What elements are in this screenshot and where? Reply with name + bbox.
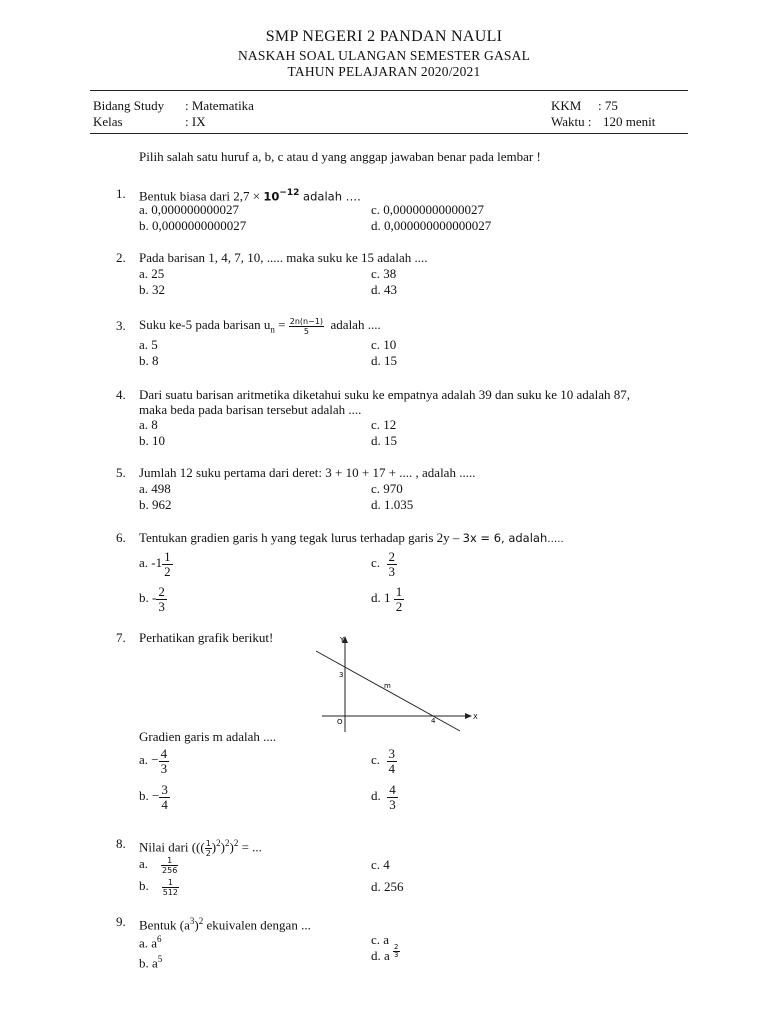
q6-option-c-label: c. bbox=[371, 555, 381, 570]
q7-option-b[interactable] bbox=[139, 780, 170, 812]
subject-value: : Matematika bbox=[185, 98, 254, 113]
q6-option-b[interactable] bbox=[139, 582, 167, 614]
q6-option-b-label: b. - bbox=[139, 590, 157, 605]
subject-label: Bidang Study bbox=[93, 98, 165, 113]
q7-option-d-frac bbox=[387, 783, 398, 812]
academic-year: TAHUN PELAJARAN 2020/2021 bbox=[287, 64, 481, 79]
q8-option-a-label: a. bbox=[139, 856, 149, 871]
q6-text bbox=[139, 530, 564, 547]
exam-title: NASKAH SOAL ULANGAN SEMESTER GASAL bbox=[237, 48, 531, 63]
q8-option-b[interactable] bbox=[139, 875, 179, 897]
q7-option-b-num: 3 bbox=[161, 781, 168, 797]
q8-option-b-den: 512 bbox=[162, 887, 179, 897]
q8-number: 8. bbox=[116, 836, 126, 851]
q7-option-d-label: d. bbox=[371, 788, 381, 803]
q4-option-b[interactable]: b. 10 bbox=[139, 433, 165, 448]
q2-option-d[interactable]: d. 43 bbox=[371, 282, 397, 297]
q6-option-a-num: 1 bbox=[164, 548, 171, 564]
q9-option-d-num: 2 bbox=[394, 943, 399, 951]
q9-option-a-exp: 6 bbox=[157, 934, 162, 944]
q2-option-c[interactable]: c. 38 bbox=[371, 266, 397, 281]
q3-formula bbox=[289, 317, 324, 336]
q6-option-c[interactable] bbox=[371, 547, 397, 579]
q1-text-b: adalah …. bbox=[299, 189, 361, 204]
q6-option-d-label: d. 1 bbox=[371, 590, 391, 605]
q8-option-c[interactable]: c. 4 bbox=[371, 857, 390, 872]
q9-option-a-label: a. a bbox=[139, 935, 158, 951]
graph-y-label: Y bbox=[340, 636, 345, 644]
q3-formula-den: 5 bbox=[303, 326, 309, 336]
q9-option-d-den: 3 bbox=[394, 951, 399, 959]
q9-option-d[interactable] bbox=[371, 944, 400, 968]
q1-text-a: Bentuk biasa dari 2,7 × bbox=[139, 188, 264, 204]
graph-x-intercept: 4 bbox=[431, 717, 436, 725]
q3-text-a: Suku ke-5 pada barisan u bbox=[139, 317, 271, 332]
q3-option-c[interactable]: c. 10 bbox=[371, 337, 397, 352]
q3-equals: = bbox=[274, 317, 286, 332]
q7-option-a-frac bbox=[159, 747, 170, 776]
q7-option-d-num: 4 bbox=[389, 781, 396, 797]
q8-exp-1: 2 bbox=[216, 838, 221, 848]
q9-option-b[interactable] bbox=[139, 952, 162, 970]
q3-option-b[interactable]: b. 8 bbox=[139, 353, 159, 368]
q6-option-a[interactable] bbox=[139, 547, 173, 579]
q4-text-line1: Dari suatu barisan aritmetika diketahui suku ke empatnya adalah 39 dan suku ke 10 adalah 87, bbox=[139, 387, 630, 402]
q6-option-a-label: a. -1 bbox=[139, 555, 163, 570]
time-label: Waktu : bbox=[551, 114, 592, 129]
q6-option-b-den: 3 bbox=[158, 598, 165, 614]
q1-option-d[interactable]: d. 0,000000000000027 bbox=[371, 218, 492, 233]
q8-option-a-frac bbox=[161, 856, 178, 875]
line-graph bbox=[310, 632, 490, 736]
class-value: : IX bbox=[185, 114, 206, 129]
q2-option-b[interactable]: b. 32 bbox=[139, 282, 165, 297]
q3-option-a[interactable]: a. 5 bbox=[139, 337, 158, 352]
kkm-label: KKM bbox=[551, 98, 582, 113]
q1-option-c[interactable]: c. 0,00000000000027 bbox=[371, 202, 485, 217]
q4-number: 4. bbox=[116, 387, 126, 402]
q7-option-c-label: c. bbox=[371, 752, 381, 767]
q7-option-c-den: 4 bbox=[388, 760, 396, 776]
q6-text-c: ….. bbox=[547, 534, 564, 545]
q4-option-d[interactable]: d. 15 bbox=[371, 433, 397, 448]
kkm-value: : 75 bbox=[598, 98, 618, 113]
q9-text bbox=[139, 914, 311, 932]
q6-option-d-den: 2 bbox=[395, 598, 403, 614]
q6-text-a: Tentukan gradien garis h yang tegak lurus terhadap garis 2y – bbox=[139, 530, 463, 545]
q6-option-d-num: 1 bbox=[395, 583, 403, 599]
q8-exp-3: 2 bbox=[233, 838, 239, 848]
q6-option-b-frac bbox=[156, 585, 167, 614]
q1-exponent: −12 bbox=[279, 188, 300, 198]
q8-text-a: Nilai dari ((( bbox=[139, 839, 205, 855]
q3-text bbox=[139, 310, 381, 345]
q8-option-a[interactable] bbox=[139, 853, 178, 875]
q9-exp-inner: 3 bbox=[189, 916, 195, 926]
q2-number: 2. bbox=[116, 250, 126, 265]
q9-option-c[interactable]: c. a bbox=[371, 932, 390, 947]
q4-text-line2: maka beda pada barisan tersebut adalah .... bbox=[139, 402, 362, 417]
q1-base: 10 bbox=[263, 189, 280, 204]
q8-option-a-den: 256 bbox=[162, 865, 178, 875]
q5-option-b[interactable]: b. 962 bbox=[139, 497, 172, 512]
q4-option-a[interactable]: a. 8 bbox=[139, 417, 158, 432]
q6-number: 6. bbox=[116, 530, 126, 545]
q8-option-b-label: b. bbox=[139, 878, 149, 893]
q7-option-b-label: b. − bbox=[139, 788, 160, 803]
q2-text: Pada barisan 1, 4, 7, 10, ..... maka suku ke 15 adalah .... bbox=[139, 250, 428, 265]
q9-option-b-exp: 5 bbox=[157, 954, 163, 964]
q9-option-d-frac bbox=[393, 944, 399, 959]
graph-origin-label: O bbox=[337, 718, 343, 726]
q7-number: 7. bbox=[116, 630, 126, 645]
q8-option-b-num: 1 bbox=[162, 878, 179, 888]
q3-option-d[interactable]: d. 15 bbox=[371, 353, 397, 368]
class-label: Kelas bbox=[93, 114, 123, 129]
q8-inner-num: 1 bbox=[205, 838, 211, 848]
q6-option-c-frac bbox=[387, 550, 398, 579]
graph-x-label: X bbox=[473, 713, 478, 721]
q3-formula-num: 2n(n−1) bbox=[289, 316, 324, 326]
q7-option-d-den: 3 bbox=[389, 796, 396, 812]
q9-text-a: Bentuk (a bbox=[139, 917, 190, 933]
q9-text-b: ) bbox=[194, 917, 199, 933]
q1-option-b[interactable]: b. 0,0000000000027 bbox=[139, 218, 247, 233]
q7-option-c-frac bbox=[387, 747, 398, 776]
q6-option-a-frac bbox=[162, 550, 173, 579]
q8-paren-2: ) bbox=[220, 839, 225, 855]
graph-line-label: m bbox=[384, 682, 391, 690]
q3-subscript: n bbox=[270, 324, 275, 335]
q6-option-a-den: 2 bbox=[164, 563, 171, 579]
q7-option-c-num: 3 bbox=[388, 745, 396, 761]
q8-paren-3: ) bbox=[229, 839, 234, 855]
q2-option-a[interactable]: a. 25 bbox=[139, 266, 165, 281]
q6-option-c-den: 3 bbox=[388, 563, 396, 579]
graph-x-arrow bbox=[465, 713, 472, 719]
q7-option-a-den: 3 bbox=[160, 760, 168, 776]
q5-option-d[interactable]: d. 1.035 bbox=[371, 497, 414, 512]
q9-option-d-label: d. a bbox=[371, 948, 390, 963]
q9-text-c: ekuivalen dengan ... bbox=[203, 917, 311, 933]
q7-option-d[interactable] bbox=[371, 780, 398, 812]
q5-text: Jumlah 12 suku pertama dari deret: 3 + 10 + 17 + .... , adalah ..... bbox=[139, 465, 476, 480]
q3-text-b: adalah .... bbox=[330, 317, 381, 332]
time-value: 120 menit bbox=[603, 114, 656, 129]
q8-inner-frac bbox=[205, 839, 212, 858]
header-rule-top bbox=[90, 90, 688, 91]
q7-option-a[interactable] bbox=[139, 744, 169, 776]
q8-inner-den: 2 bbox=[205, 848, 211, 858]
graph-y-intercept: 3 bbox=[339, 671, 344, 679]
q9-exp-outer: 2 bbox=[198, 916, 204, 926]
q7-option-a-label: a. − bbox=[139, 752, 159, 767]
q4-option-c[interactable]: c. 12 bbox=[371, 417, 397, 432]
instruction: Pilih salah satu huruf a, b, c atau d yang anggap jawaban benar pada lembar ! bbox=[139, 149, 541, 164]
q8-option-a-num: 1 bbox=[161, 856, 178, 866]
q1-option-a[interactable]: a. 0,000000000027 bbox=[139, 202, 240, 217]
q8-exp-2: 2 bbox=[224, 838, 230, 848]
q7-option-c[interactable] bbox=[371, 744, 397, 776]
school-name: SMP NEGERI 2 PANDAN NAULI bbox=[265, 28, 503, 45]
q8-option-b-frac bbox=[162, 878, 179, 897]
q3-number: 3. bbox=[116, 318, 126, 333]
q7-option-b-frac bbox=[159, 783, 170, 812]
q7-option-a-num: 4 bbox=[160, 745, 168, 761]
q5-number: 5. bbox=[116, 465, 126, 480]
q8-option-d[interactable]: d. 256 bbox=[371, 879, 404, 894]
q7-question: Gradien garis m adalah .... bbox=[139, 729, 277, 744]
q5-option-a[interactable]: a. 498 bbox=[139, 481, 171, 496]
q8-text-b: = ... bbox=[238, 839, 262, 855]
q9-option-a[interactable] bbox=[139, 932, 162, 950]
q9-option-b-label: b. a bbox=[139, 955, 158, 971]
q6-option-b-num: 2 bbox=[158, 583, 165, 599]
q9-number: 9. bbox=[116, 914, 126, 929]
q6-option-d[interactable] bbox=[371, 582, 404, 614]
q7-text: Perhatikan grafik berikut! bbox=[139, 630, 274, 645]
header-rule-bottom bbox=[90, 133, 688, 134]
q5-option-c[interactable]: c. 970 bbox=[371, 481, 403, 496]
q6-option-d-frac bbox=[394, 585, 405, 614]
q7-option-b-den: 4 bbox=[161, 796, 168, 812]
q8-paren-1: ) bbox=[211, 839, 217, 855]
q1-number: 1. bbox=[116, 186, 126, 201]
q6-text-b: 3x = 6, adalah bbox=[462, 531, 548, 545]
q6-option-c-num: 2 bbox=[388, 548, 396, 564]
